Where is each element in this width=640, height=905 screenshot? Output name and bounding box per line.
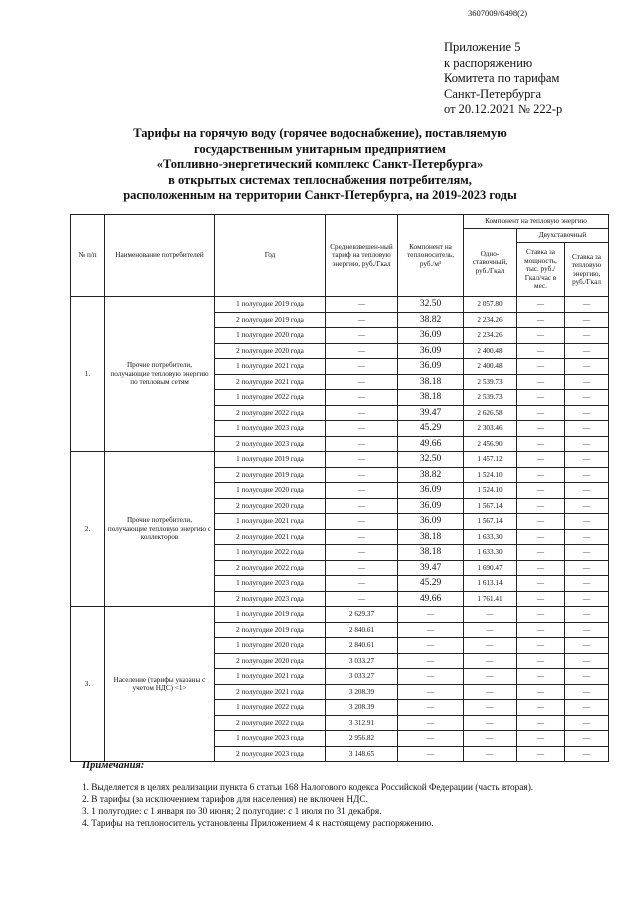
cell-energy-rate: — [565,328,609,344]
cell-weighted-tariff: 2 840.61 [326,638,398,654]
cell-period: 2 полугодие 2022 года [215,560,326,576]
cell-weighted-tariff: — [326,529,398,545]
cell-capacity-rate: — [517,746,565,762]
cell-period: 2 полугодие 2020 года [215,653,326,669]
cell-capacity-rate: — [517,374,565,390]
cell-weighted-tariff: — [326,467,398,483]
cell-carrier-component: — [398,622,464,638]
cell-period: 2 полугодие 2021 года [215,684,326,700]
cell-capacity-rate: — [517,591,565,607]
cell-one-rate: 1 761.41 [464,591,517,607]
cell-period: 2 полугодие 2021 года [215,374,326,390]
cell-period: 1 полугодие 2021 года [215,514,326,530]
note-item: 1. Выделяется в целях реализации пункта 6 статьи 168 Налогового кодекса Российской Федерации (часть вторая). [82,783,534,793]
cell-capacity-rate: — [517,560,565,576]
cell-weighted-tariff: — [326,421,398,437]
cell-energy-rate: — [565,684,609,700]
cell-period: 2 полугодие 2022 года [215,715,326,731]
cell-period: 2 полугодие 2023 года [215,591,326,607]
cell-period: 2 полугодие 2022 года [215,405,326,421]
cell-one-rate: — [464,731,517,747]
cell-weighted-tariff: 3 208.39 [326,700,398,716]
cell-weighted-tariff: — [326,591,398,607]
group-consumer-name: Прочие потребители, получающие тепловую энергию по тепловым сетям [105,297,215,452]
cell-period: 2 полугодие 2023 года [215,746,326,762]
appendix-block [444,40,562,118]
cell-one-rate: 2 626.58 [464,405,517,421]
cell-period: 2 полугодие 2021 года [215,529,326,545]
cell-period: 1 полугодие 2020 года [215,483,326,499]
cell-one-rate: 2 400.48 [464,343,517,359]
cell-period: 1 полугодие 2019 года [215,297,326,313]
cell-energy-rate: — [565,576,609,592]
group-consumer-name: Прочие потребители, получающие тепловую энергию с коллекторов [105,452,215,607]
cell-carrier-component: 36.09 [398,483,464,499]
cell-period: 1 полугодие 2020 года [215,328,326,344]
cell-energy-rate: — [565,343,609,359]
cell-carrier-component: — [398,700,464,716]
cell-one-rate: 1 457.12 [464,452,517,468]
cell-capacity-rate: — [517,576,565,592]
cell-weighted-tariff: 3 148.65 [326,746,398,762]
cell-weighted-tariff: 2 629.37 [326,607,398,623]
cell-weighted-tariff: — [326,343,398,359]
cell-energy-rate: — [565,669,609,685]
cell-energy-rate: — [565,405,609,421]
cell-weighted-tariff: — [326,436,398,452]
cell-capacity-rate: — [517,669,565,685]
cell-energy-rate: — [565,359,609,375]
group-consumer-name: Население (тарифы указаны с учетом НДС) <1> [105,607,215,762]
cell-energy-rate: — [565,638,609,654]
cell-period: 1 полугодие 2022 года [215,545,326,561]
cell-one-rate: — [464,638,517,654]
cell-period: 2 полугодие 2019 года [215,467,326,483]
cell-weighted-tariff: — [326,576,398,592]
cell-period: 1 полугодие 2022 года [215,700,326,716]
header-num: № п/п [71,215,105,297]
header-energy-rate: Ставка за тепловую энергию, руб./Гкал [565,243,609,297]
cell-carrier-component: — [398,715,464,731]
cell-weighted-tariff: — [326,328,398,344]
cell-weighted-tariff: — [326,297,398,313]
cell-energy-rate: — [565,452,609,468]
cell-carrier-component: 38.18 [398,390,464,406]
cell-capacity-rate: — [517,498,565,514]
cell-one-rate: 1 567.14 [464,514,517,530]
cell-period: 1 полугодие 2023 года [215,576,326,592]
cell-period: 2 полугодие 2020 года [215,498,326,514]
cell-capacity-rate: — [517,545,565,561]
group-number: 1. [71,297,105,452]
cell-capacity-rate: — [517,638,565,654]
cell-carrier-component: 36.09 [398,328,464,344]
cell-capacity-rate: — [517,653,565,669]
cell-period: 1 полугодие 2021 года [215,669,326,685]
group-number: 2. [71,452,105,607]
cell-one-rate: — [464,684,517,700]
cell-one-rate: — [464,715,517,731]
cell-weighted-tariff: — [326,452,398,468]
cell-one-rate: 1 524.10 [464,467,517,483]
cell-period: 2 полугодие 2019 года [215,312,326,328]
cell-energy-rate: — [565,529,609,545]
cell-energy-rate: — [565,746,609,762]
cell-period: 2 полугодие 2020 года [215,343,326,359]
cell-capacity-rate: — [517,684,565,700]
cell-weighted-tariff: — [326,545,398,561]
cell-one-rate: 2 400.48 [464,359,517,375]
cell-one-rate: 2 456.90 [464,436,517,452]
header-two-rate: Двухставочный [517,229,609,243]
notes-list [82,782,533,830]
cell-weighted-tariff: 3 033.27 [326,669,398,685]
cell-energy-rate: — [565,483,609,499]
group-number: 3. [71,607,105,762]
cell-capacity-rate: — [517,297,565,313]
note-item: 2. В тарифы (за исключением тарифов для населения) не включен НДС. [82,795,368,805]
cell-one-rate: 2 234.26 [464,328,517,344]
cell-one-rate: — [464,669,517,685]
cell-carrier-component: — [398,684,464,700]
cell-energy-rate: — [565,622,609,638]
cell-period: 1 полугодие 2021 года [215,359,326,375]
cell-carrier-component: 49.66 [398,591,464,607]
cell-energy-rate: — [565,560,609,576]
cell-period: 1 полугодие 2022 года [215,390,326,406]
cell-capacity-rate: — [517,607,565,623]
cell-carrier-component: 45.29 [398,421,464,437]
cell-period: 1 полугодие 2020 года [215,638,326,654]
cell-carrier-component: 39.47 [398,560,464,576]
cell-energy-rate: — [565,297,609,313]
cell-carrier-component: 38.18 [398,545,464,561]
cell-weighted-tariff: — [326,374,398,390]
cell-carrier-component: 38.18 [398,529,464,545]
cell-energy-rate: — [565,514,609,530]
note-item: 4. Тарифы на теплоноситель установлены Приложением 4 к настоящему распоряжению. [82,819,434,829]
cell-period: 1 полугодие 2019 года [215,452,326,468]
appendix-line: к распоряжению [444,55,533,70]
cell-weighted-tariff: 2 956.82 [326,731,398,747]
cell-weighted-tariff: — [326,405,398,421]
appendix-line: от 20.12.2021 № 222-р [444,102,563,116]
cell-energy-rate: — [565,421,609,437]
title-line: государственным унитарным предприятием [194,141,446,156]
document-number: 3607009/6498(2) [468,8,528,18]
cell-one-rate: — [464,607,517,623]
cell-one-rate: 2 539.73 [464,374,517,390]
cell-weighted-tariff: — [326,483,398,499]
cell-weighted-tariff: 3 208.39 [326,684,398,700]
cell-carrier-component: 38.18 [398,374,464,390]
cell-one-rate: 1 633.30 [464,529,517,545]
cell-capacity-rate: — [517,514,565,530]
cell-one-rate: 1 690.47 [464,560,517,576]
cell-weighted-tariff: — [326,498,398,514]
cell-period: 2 полугодие 2023 года [215,436,326,452]
cell-weighted-tariff: — [326,390,398,406]
cell-period: 1 полугодие 2023 года [215,731,326,747]
cell-carrier-component: — [398,638,464,654]
cell-carrier-component: 38.82 [398,312,464,328]
header-one-rate: Одно-ставочный, руб./Гкал [464,229,517,297]
title-line: Тарифы на горячую воду (горячее водоснабжение), поставляемую [133,126,507,140]
cell-one-rate: 2 303.46 [464,421,517,437]
cell-weighted-tariff: — [326,359,398,375]
cell-carrier-component: 36.09 [398,343,464,359]
title-line: расположенным на территории Санкт-Петербурга, на 2019-2023 годы [123,188,517,202]
cell-energy-rate: — [565,467,609,483]
header-consumer: Наименование потребителей [105,215,215,297]
cell-capacity-rate: — [517,622,565,638]
cell-carrier-component: — [398,669,464,685]
cell-carrier-component: 39.47 [398,405,464,421]
appendix-line: Комитета по тарифам [444,71,560,85]
cell-carrier-component: 45.29 [398,576,464,592]
tariff-table-body [71,297,609,762]
table-row [71,607,609,623]
cell-capacity-rate: — [517,529,565,545]
cell-carrier-component: 49.66 [398,436,464,452]
cell-energy-rate: — [565,731,609,747]
cell-carrier-component: — [398,731,464,747]
cell-energy-rate: — [565,545,609,561]
cell-carrier-component: 38.82 [398,467,464,483]
cell-one-rate: — [464,746,517,762]
title-line: в открытых системах теплоснабжения потребителям, [168,172,472,187]
cell-capacity-rate: — [517,731,565,747]
header-heat-component: Компонент на тепловую энергию [464,215,609,229]
cell-energy-rate: — [565,436,609,452]
appendix-line: Приложение 5 [444,40,521,54]
cell-carrier-component: 36.09 [398,359,464,375]
cell-carrier-component: 36.09 [398,498,464,514]
cell-capacity-rate: — [517,467,565,483]
cell-one-rate: — [464,653,517,669]
cell-one-rate: 1 524.10 [464,483,517,499]
cell-weighted-tariff: 3 312.91 [326,715,398,731]
document-title [40,126,600,204]
cell-one-rate: 2 057.80 [464,297,517,313]
title-line: «Топливно-энергетический комплекс Санкт-Петербурга» [156,157,484,171]
table-row [71,452,609,468]
header-capacity-rate: Ставка за мощность, тыс. руб./Гкал/час в мес. [517,243,565,297]
cell-capacity-rate: — [517,715,565,731]
cell-one-rate: 1 633.30 [464,545,517,561]
cell-capacity-rate: — [517,452,565,468]
cell-energy-rate: — [565,653,609,669]
cell-carrier-component: 32.50 [398,297,464,313]
cell-weighted-tariff: — [326,312,398,328]
cell-capacity-rate: — [517,421,565,437]
cell-energy-rate: — [565,607,609,623]
cell-energy-rate: — [565,312,609,328]
cell-one-rate: — [464,622,517,638]
notes-title: Примечания: [82,760,145,771]
cell-weighted-tariff: 2 840.61 [326,622,398,638]
cell-weighted-tariff: — [326,514,398,530]
cell-weighted-tariff: 3 033.27 [326,653,398,669]
cell-energy-rate: — [565,390,609,406]
cell-energy-rate: — [565,700,609,716]
cell-one-rate: 1 613.14 [464,576,517,592]
cell-capacity-rate: — [517,359,565,375]
header-year: Год [215,215,326,297]
cell-carrier-component: 36.09 [398,514,464,530]
cell-one-rate: 2 234.26 [464,312,517,328]
cell-capacity-rate: — [517,700,565,716]
cell-carrier-component: — [398,607,464,623]
cell-capacity-rate: — [517,328,565,344]
cell-capacity-rate: — [517,390,565,406]
table-row [71,297,609,313]
cell-capacity-rate: — [517,436,565,452]
cell-period: 1 полугодие 2023 года [215,421,326,437]
cell-period: 2 полугодие 2019 года [215,622,326,638]
note-item: 3. 1 полугодие: с 1 января по 30 июня; 2 полугодие: с 1 июля по 31 декабря. [82,807,382,817]
appendix-line: Санкт-Петербурга [444,86,542,101]
cell-energy-rate: — [565,715,609,731]
cell-energy-rate: — [565,591,609,607]
cell-capacity-rate: — [517,483,565,499]
tariff-table [70,214,609,762]
cell-one-rate: 2 539.73 [464,390,517,406]
cell-carrier-component: — [398,746,464,762]
header-weighted-tariff: Средневзвешен-ный тариф на тепловую энергию, руб./Гкал [326,215,398,297]
cell-one-rate: — [464,700,517,716]
header-carrier-component: Компонент на теплоноситель, руб./м³ [398,215,464,297]
cell-weighted-tariff: — [326,560,398,576]
cell-energy-rate: — [565,498,609,514]
cell-capacity-rate: — [517,343,565,359]
cell-energy-rate: — [565,374,609,390]
cell-one-rate: 1 567.14 [464,498,517,514]
cell-carrier-component: 32.50 [398,452,464,468]
cell-carrier-component: — [398,653,464,669]
cell-capacity-rate: — [517,312,565,328]
cell-capacity-rate: — [517,405,565,421]
cell-period: 1 полугодие 2019 года [215,607,326,623]
